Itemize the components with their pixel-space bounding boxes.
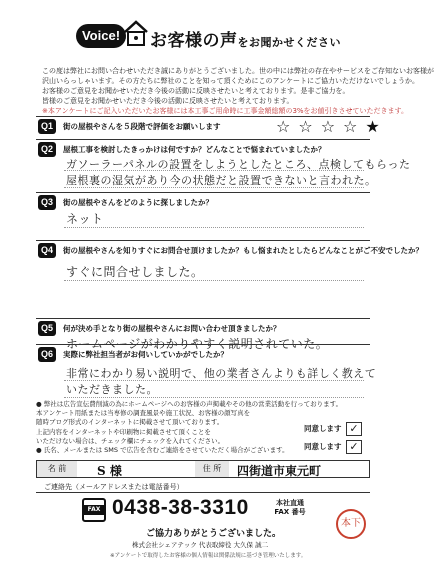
q2-text: 屋根工事を検討したきっかけは何ですか？どんなことで悩まれていましたか？ (63, 145, 326, 154)
footer-note-line: ● 氏名、メールまたは SMS で広告を含むご連絡をさせていただく場合がございます。 (36, 446, 289, 455)
q6-badge: Q6 (38, 347, 56, 362)
q1-badge: Q1 (38, 119, 56, 134)
star-filled-icon[interactable]: ★ (365, 117, 388, 136)
consent-contact[interactable] (290, 442, 370, 454)
fax-icon-label: FAX (82, 505, 106, 515)
thanks-text: ご協力ありがとうございました。 (146, 529, 282, 539)
intro-line: 皆様のご意見をお聞かせいただき今後の活動に反映させたいと考えております。 (42, 97, 294, 105)
footer-note-line: 上記内容をインターネットや印刷物に掲載させて頂くことを (36, 427, 211, 436)
footer-note-line: 本アンケート用紙または当専修の調査風景や施工状況、お客様の顔写真を (36, 409, 251, 418)
rating-stars[interactable] (276, 117, 388, 136)
q3-text: 街の屋根やさんをどのように探しましたか？ (63, 198, 213, 207)
q5-answer-line: ホームページがわかりやすく説明されていた。 (66, 337, 329, 351)
question-q2 (36, 139, 411, 191)
page-title (150, 26, 341, 51)
question-q3 (36, 192, 370, 232)
footer-notes (36, 400, 370, 455)
fax-block (82, 497, 312, 523)
q4-badge: Q4 (38, 243, 56, 258)
title-suffix: をお聞かせください (237, 36, 341, 49)
question-q4 (36, 240, 423, 286)
company-line: 株式会社シェアテック 代表取締役 大久保 誠二 (132, 541, 269, 549)
question-q5 (36, 318, 370, 351)
q4-answer-line: すぐに問合せしました。 (66, 265, 204, 279)
name-label: 名 前 (37, 461, 77, 477)
consent-label: 同意します (304, 442, 342, 451)
fax-icon (82, 498, 106, 522)
header (0, 0, 400, 66)
ruled-line (64, 227, 364, 228)
q1-text: 街の屋根やさんを５段階で評価をお願いします (63, 122, 221, 131)
star-icon[interactable]: ☆ (343, 117, 366, 136)
q2-badge: Q2 (38, 142, 56, 157)
contact-field[interactable]: ご連絡先（メールアドレスまたは電話番号） (36, 481, 370, 493)
intro-line: この度は弊社にお問い合わせいただき誠にありがとうございました。世の中には弊社の存在やサービスをご存知ないお客様が (42, 67, 434, 75)
address-label: 住 所 (195, 461, 229, 477)
q3-answer-line: ネット (66, 212, 104, 226)
ruled-line (64, 187, 364, 188)
name-field[interactable]: S 様 (97, 464, 122, 478)
q4-text: 街の屋根やさんを知りすぐにお問合せ頂けましたか？もし悩まれたとしたらどんなことがご不安でしたか？ (63, 246, 423, 255)
q2-answer-line: ガソーラーパネルの設置をしようとしたところ、点検してもらった (66, 158, 411, 171)
star-icon[interactable]: ☆ (320, 117, 344, 136)
name-address-row (36, 460, 370, 478)
consent-photo[interactable] (290, 424, 370, 436)
footer-note-line: いただけない場合は、チェック欄にチェックを入れてください。 (36, 436, 225, 445)
intro-note: ※本アンケートにご記入いただいたお客様には本工事ご用命時に工事金額総額の3%をお値引きさせていただきます。 (42, 107, 408, 115)
q6-answer-line: いただきました。 (66, 383, 158, 396)
q3-badge: Q3 (38, 195, 56, 210)
fax-number: 0438-38-3310 (112, 496, 249, 519)
ruled-line (64, 170, 364, 171)
seal-stamp: 本下 (336, 509, 366, 539)
consent-checkbox[interactable]: ✓ (346, 440, 362, 454)
ruled-line (64, 280, 364, 281)
ruled-line (64, 397, 364, 398)
privacy-disclaimer: ※アンケートで取得したお客様の個人情報は関係法規に基づき管理いたします。 (110, 553, 307, 559)
q5-text: 何が決め手となり街の屋根やさんにお問い合わせ頂きましたか？ (63, 324, 281, 333)
address-field[interactable]: 四街道市東元町 (237, 464, 322, 478)
consent-label: 同意します (304, 424, 342, 433)
intro (42, 66, 434, 116)
question-q6 (36, 344, 377, 400)
intro-line: 沢山いらっしゃいます。その方たちに弊社のことを知って頂くためにこのアンケートにご協力いただけないでしょうか。 (42, 77, 420, 85)
star-icon[interactable]: ☆ (298, 117, 321, 136)
footer-note-line: ● 弊社は広告宣伝費削減の為にホームページへのお客様の声掲載やその他の営業活動を行っております。 (36, 400, 343, 408)
title-main: お客様の声 (150, 31, 238, 51)
consent-checkbox[interactable]: ✓ (346, 422, 362, 436)
fax-label: 本社直通 FAX 番号 (274, 499, 306, 516)
q2-answer-line: 屋根裏の湿気があり今の状態だと設置できないと言われた。 (66, 174, 377, 187)
q6-answer-line: 非常にわかり易い説明で、他の業者さんよりも詳しく教えて (66, 367, 377, 380)
star-icon[interactable]: ☆ (276, 117, 299, 136)
q6-text: 実際に弊社担当者がお伺いしていかがでしたか？ (63, 350, 228, 359)
q5-badge: Q5 (38, 321, 56, 336)
footer-note-line: 随時ブログ形式のインターネットに掲載させて頂いております。 (36, 418, 224, 427)
house-icon (123, 18, 149, 48)
intro-line: お客様のご意見をお聞かせいただき今後の活動に反映させたいと考えております。是非ご協力を。 (42, 87, 350, 95)
ruled-line (64, 380, 364, 381)
voice-badge: Voice! (76, 24, 126, 48)
question-q1 (36, 116, 388, 138)
